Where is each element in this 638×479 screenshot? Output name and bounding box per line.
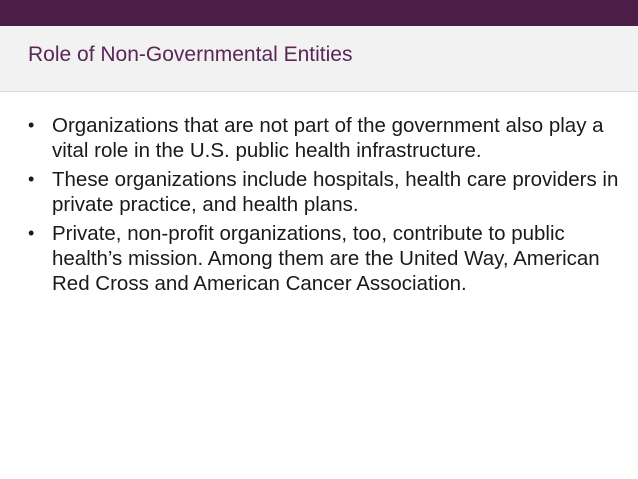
- title-divider: [0, 91, 638, 92]
- bullet-item: [28, 221, 628, 296]
- bullet-list: [28, 113, 628, 300]
- bullet-icon: •: [28, 169, 35, 189]
- bullet-text: These organizations include hospitals, health care providers in private practice, and health plans.: [52, 168, 619, 216]
- bullet-text: Organizations that are not part of the government also play a vital role in the U.S. public health infrastructure.: [52, 114, 604, 162]
- bullet-item: [28, 113, 628, 163]
- header-bar: [0, 0, 638, 26]
- bullet-icon: •: [28, 223, 35, 243]
- bullet-icon: •: [28, 115, 35, 135]
- slide-title: Role of Non-Governmental Entities: [28, 43, 353, 66]
- bullet-text: Private, non-profit organizations, too, contribute to public health’s mission. Among them are the United Way, American Red Cross and American Cancer Association.: [52, 222, 600, 295]
- bullet-item: [28, 167, 628, 217]
